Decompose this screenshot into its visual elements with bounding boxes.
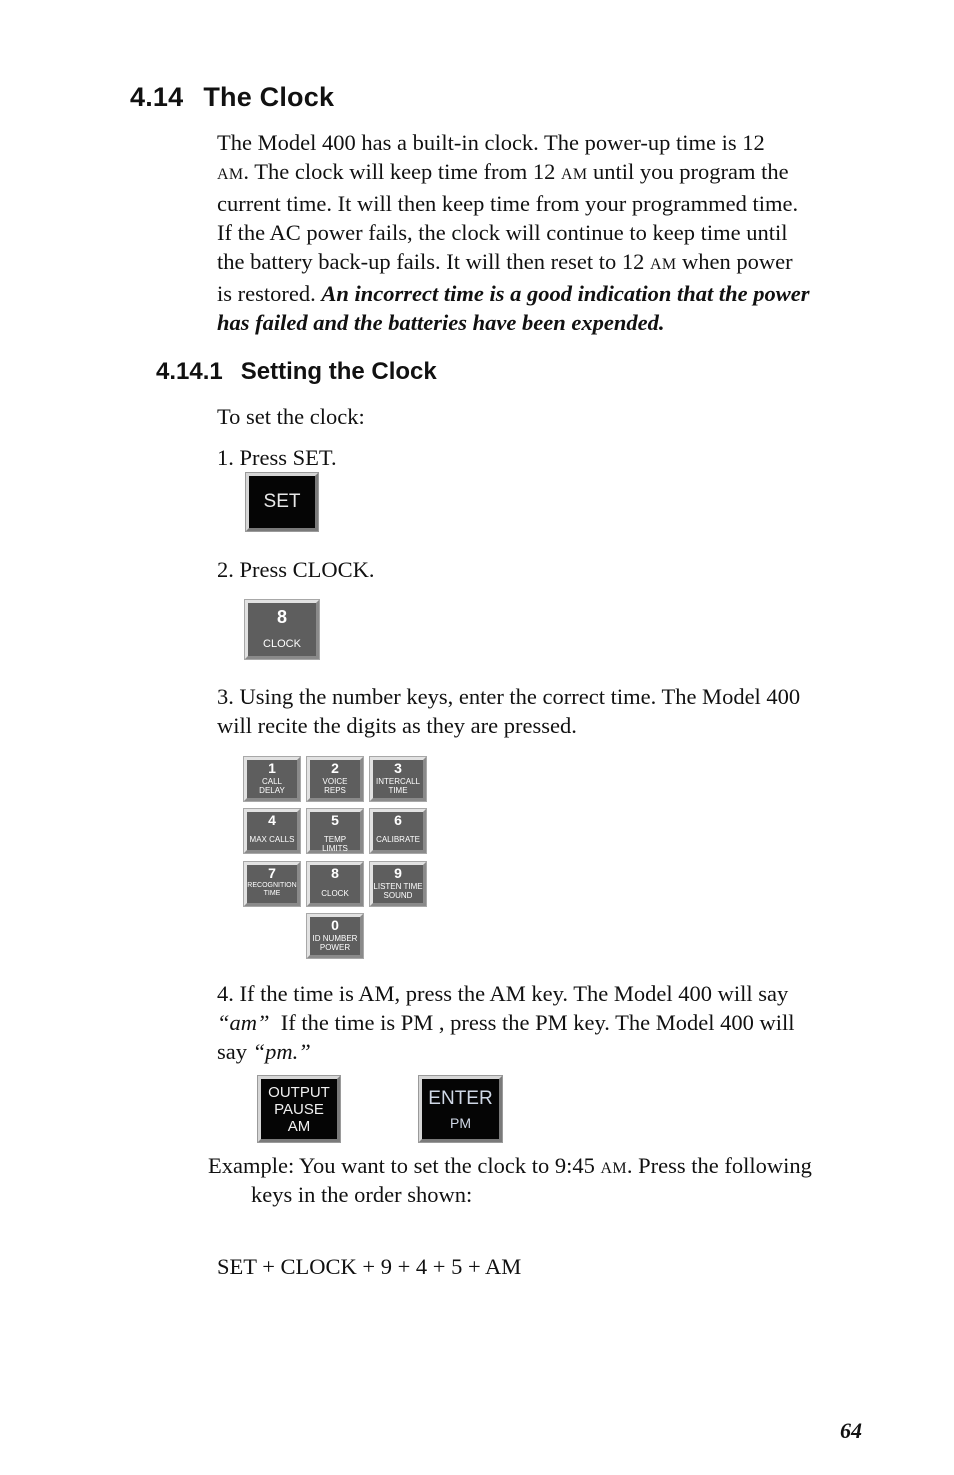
am-key[interactable] bbox=[258, 1076, 340, 1142]
am-smallcaps: AM bbox=[650, 256, 677, 273]
key-number: 9 bbox=[394, 865, 402, 881]
pm-quote: “pm.” bbox=[252, 1039, 311, 1064]
step-4-line-2-text: If the time is PM , press the PM key. The Model 400 will bbox=[269, 1010, 795, 1035]
intro-line-5-text: the battery back-up fails. It will then reset to 12 bbox=[217, 249, 650, 274]
key-number: 6 bbox=[394, 812, 402, 828]
key-label: MAX CALLS bbox=[249, 835, 295, 844]
subsection-number: 4.14.1 bbox=[156, 358, 223, 385]
keypad-key-6[interactable] bbox=[370, 809, 426, 853]
set-key[interactable] bbox=[246, 473, 318, 531]
clock-key-number: 8 bbox=[276, 607, 287, 627]
key-label: POWER bbox=[319, 943, 351, 953]
keypad-key-3[interactable] bbox=[370, 757, 426, 801]
page-number: 64 bbox=[840, 1418, 862, 1443]
pm-key-label-1: ENTER bbox=[428, 1088, 493, 1109]
key-number: 0 bbox=[331, 917, 339, 933]
clock-key-label: CLOCK bbox=[263, 638, 301, 650]
key-sequence: SET + CLOCK + 9 + 4 + 5 + AM bbox=[217, 1254, 522, 1279]
intro-line-5-end: when power bbox=[676, 249, 793, 274]
keypad-key-0[interactable] bbox=[307, 914, 363, 958]
am-key-label-3: AM bbox=[287, 1118, 311, 1135]
warning-text: An incorrect time is a good indication that the power bbox=[321, 281, 810, 306]
intro-paragraph bbox=[217, 128, 867, 337]
key-number: 2 bbox=[331, 760, 339, 776]
example-line-2: keys in the order shown: bbox=[251, 1182, 473, 1207]
key-label: ID NUMBER bbox=[312, 934, 358, 943]
steps-lead: To set the clock: bbox=[217, 404, 365, 429]
keypad-key-9[interactable] bbox=[370, 862, 426, 906]
section-number: 4.14 bbox=[130, 82, 184, 112]
key-number: 1 bbox=[268, 760, 276, 776]
intro-line-3: current time. It will then keep time from your programmed time. bbox=[217, 191, 799, 216]
intro-line-4: If the AC power fails, the clock will continue to keep time until bbox=[217, 220, 788, 245]
key-label: LISTEN TIME bbox=[373, 882, 423, 891]
step-1: 1. Press SET. bbox=[217, 445, 337, 470]
key-number: 3 bbox=[394, 760, 402, 776]
clock-key[interactable] bbox=[245, 600, 319, 659]
keypad-key-8[interactable] bbox=[307, 862, 363, 906]
am-smallcaps: AM bbox=[561, 166, 588, 183]
key-label: CALIBRATE bbox=[376, 835, 420, 844]
intro-line-2 bbox=[217, 157, 867, 189]
key-label: TIME bbox=[263, 890, 281, 898]
example-text: Example: You want to set the clock to 9:45 bbox=[208, 1153, 601, 1178]
subsection-title: Setting the Clock bbox=[240, 358, 437, 385]
step-4-line-2 bbox=[217, 1008, 795, 1037]
intro-line-1: The Model 400 has a built-in clock. The power-up time is 12 bbox=[217, 130, 765, 155]
intro-line-2-end: until you program the bbox=[587, 159, 789, 184]
am-quote: “am” bbox=[217, 1010, 270, 1035]
am-key-label-2: PAUSE bbox=[274, 1101, 324, 1118]
set-key-label: SET bbox=[263, 491, 301, 512]
pm-key[interactable] bbox=[419, 1076, 502, 1142]
keypad-key-2[interactable] bbox=[307, 757, 363, 801]
step-3-line-2: will recite the digits as they are pressed. bbox=[217, 713, 577, 738]
key-label: TIME bbox=[388, 786, 408, 796]
key-label: TEMP LIMITS bbox=[322, 835, 348, 854]
am-key-label-1: OUTPUT bbox=[268, 1084, 330, 1101]
key-label: CALL bbox=[261, 777, 282, 786]
step-4-line-3-text: say bbox=[217, 1039, 253, 1064]
pm-key-label-2: PM bbox=[450, 1115, 471, 1131]
section-title: The Clock bbox=[203, 82, 335, 112]
key-number: 4 bbox=[268, 812, 276, 828]
key-number: 8 bbox=[331, 865, 339, 881]
key-label: CLOCK bbox=[321, 889, 349, 898]
key-label: REPS bbox=[324, 786, 346, 796]
key-label: VOICE bbox=[322, 777, 348, 786]
intro-line-6-text: is restored. bbox=[217, 281, 322, 306]
keypad-key-4[interactable] bbox=[244, 809, 300, 853]
step-4-line-1: 4. If the time is AM, press the AM key. The Model 400 will say bbox=[217, 981, 789, 1006]
key-label: SOUND bbox=[383, 891, 413, 901]
intro-line-2-text: . The clock will keep time from 12 bbox=[243, 159, 562, 184]
key-label: DELAY bbox=[259, 786, 285, 796]
key-number: 7 bbox=[268, 865, 276, 881]
subsection-heading bbox=[156, 358, 437, 386]
intro-line-7: has failed and the batteries have been expended. bbox=[217, 310, 665, 335]
example-text-end: . Press the following bbox=[626, 1153, 812, 1178]
am-smallcaps: AM bbox=[217, 166, 244, 183]
intro-line-5 bbox=[217, 247, 867, 279]
step-4-line-3 bbox=[217, 1037, 311, 1066]
key-label: INTERCALL bbox=[375, 777, 420, 786]
am-smallcaps: AM bbox=[600, 1160, 627, 1177]
keypad-key-7[interactable] bbox=[244, 862, 300, 906]
key-number: 5 bbox=[331, 812, 339, 828]
keypad-key-1[interactable] bbox=[244, 757, 300, 801]
intro-line-6 bbox=[217, 279, 867, 308]
keypad-key-5[interactable] bbox=[307, 809, 363, 853]
example-line-1 bbox=[208, 1151, 812, 1183]
key-label: RECOGNITION bbox=[247, 882, 297, 889]
section-heading bbox=[130, 82, 334, 113]
step-3-line-1: 3. Using the number keys, enter the correct time. The Model 400 bbox=[217, 684, 801, 709]
step-2: 2. Press CLOCK. bbox=[217, 557, 375, 582]
